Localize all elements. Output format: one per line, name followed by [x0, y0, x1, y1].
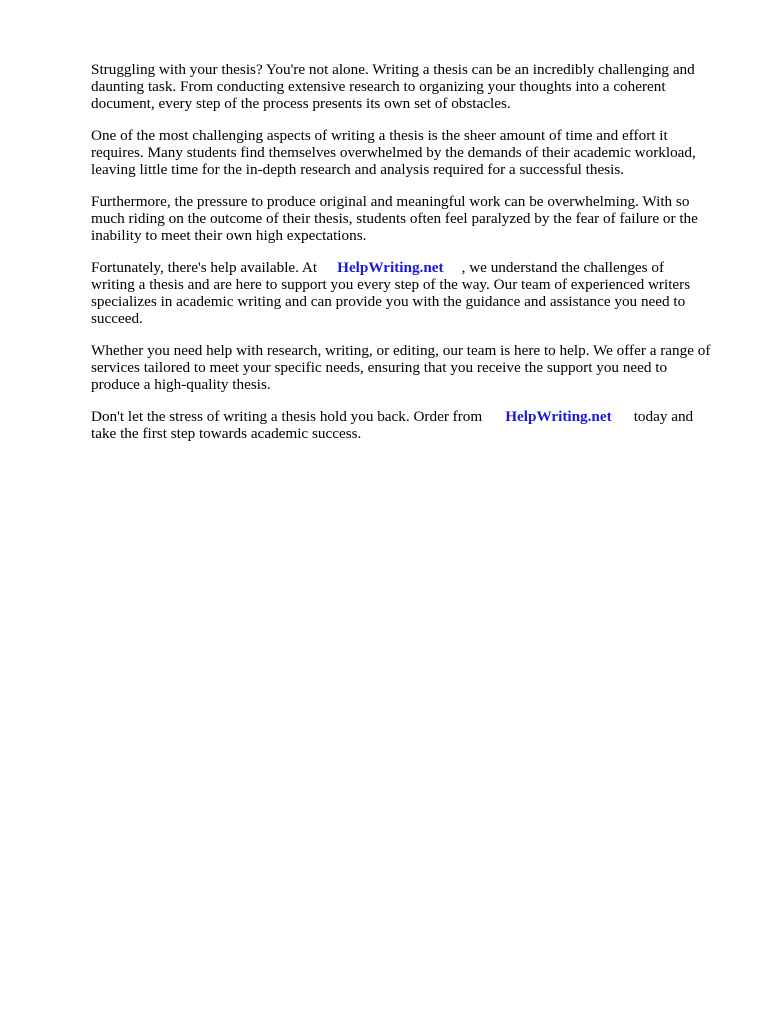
paragraph-help-text-after: , we understand the challenges of writing a thesis and are here to support you every step of the way. Our team of experienced writers specializes in academic writing and can provide you with the guidance and assistance you need to succeed.: [91, 259, 691, 327]
paragraph-help-text-before: Fortunately, there's help available. At: [91, 259, 318, 276]
paragraph-order: [91, 408, 711, 442]
paragraph-challenges: One of the most challenging aspects of writing a thesis is the sheer amount of time and effort it requires. Many students find themselves overwhelmed by the demands of their academic workload, leaving little time for the in-depth research and analysis required for a successful thesis.: [91, 127, 696, 178]
paragraph-services: Whether you need help with research, writing, or editing, our team is here to help. We offer a range of services tailored to meet your specific needs, ensuring that you receive the support you need to produce a high-quality thesis.: [91, 342, 711, 393]
paragraph-intro: Struggling with your thesis? You're not alone. Writing a thesis can be an incredibly challenging and daunting task. From conducting extensive research to organizing your thoughts into a coherent document, every step of the process presents its own set of obstacles.: [91, 61, 695, 112]
document-body: [91, 61, 711, 457]
helpwriting-link[interactable]: HelpWriting.net: [337, 259, 444, 276]
paragraph-pressure: Furthermore, the pressure to produce original and meaningful work can be overwhelming. With so much riding on the outcome of their thesis, students often feel paralyzed by the fear of failure or the inability to meet their own high expectations.: [91, 193, 698, 244]
paragraph-order-text-after: today and take the first step towards academic success.: [91, 408, 694, 442]
paragraph-help: [91, 259, 711, 327]
helpwriting-order-link[interactable]: HelpWriting.net: [505, 408, 612, 425]
paragraph-order-text-before: Don't let the stress of writing a thesis hold you back. Order from: [91, 408, 483, 425]
